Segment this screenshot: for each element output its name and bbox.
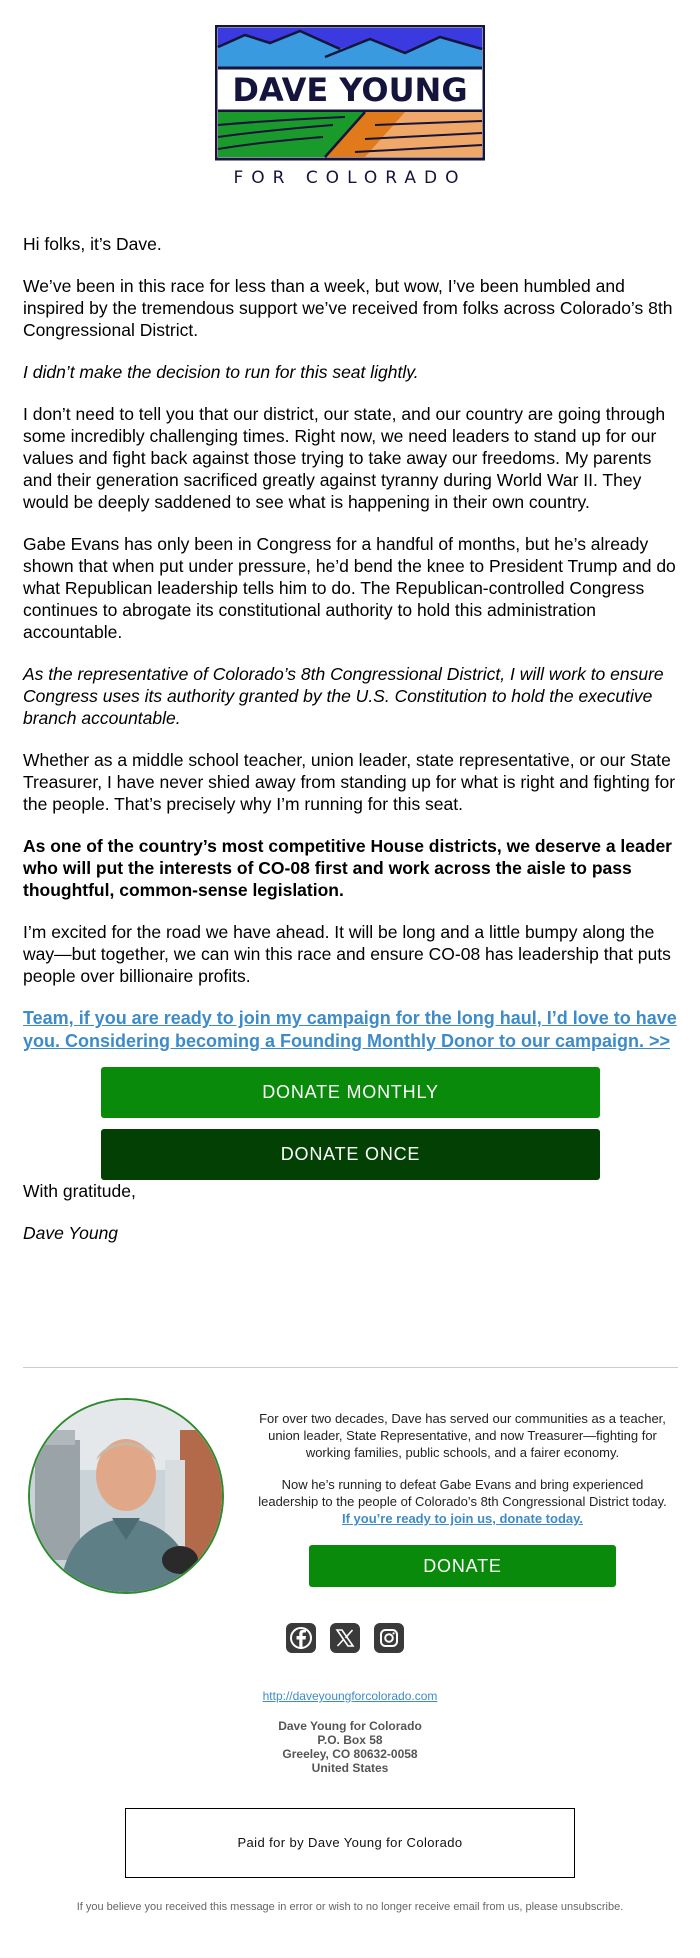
signature: Dave Young: [23, 1223, 119, 1243]
facebook-icon[interactable]: [286, 1623, 316, 1653]
bio-donate-link[interactable]: If you’re ready to join us, donate today.: [341, 1511, 583, 1526]
letter-body: [23, 233, 678, 1264]
footer-donate-button[interactable]: DONATE: [309, 1545, 616, 1587]
candidate-bio: [255, 1410, 670, 1542]
bio-paragraph-1: For over two decades, Dave has served our communities as a teacher, union leader, State Representative, and now Treasurer—fighting for working families, public schools, and a fairer economy.: [259, 1411, 666, 1460]
instagram-icon[interactable]: [374, 1623, 404, 1653]
logo-tagline: FOR COLORADO: [233, 168, 467, 188]
paragraph-3: I don’t need to tell you that our district, our state, and our country are going through some incredibly challenging times. Right now, we need leaders to stand up for our values and fight back against those trying to take away our freedoms. My parents and their generation sacrificed greatly against tyranny during World War II. They would be deeply saddened to see what is happening in their own country.: [23, 404, 666, 512]
paragraph-8: I’m excited for the road we have ahead. It will be long and a little bumpy along the way—but together, we can win this race and ensure CO-08 has leadership that puts people over billionaire profits.: [23, 922, 671, 986]
donate-monthly-button[interactable]: DONATE MONTHLY: [101, 1067, 600, 1118]
paragraph-2: I didn’t make the decision to run for this seat lightly.: [23, 362, 419, 382]
closing: With gratitude,: [23, 1181, 136, 1201]
paragraph-1: We’ve been in this race for less than a week, but wow, I’ve been humbled and inspired by the tremendous support we’ve received from folks across Colorado’s 8th Congressional District.: [23, 276, 673, 340]
founding-donor-link[interactable]: Team, if you are ready to join my campaign for the long haul, I’d love to have you. Considering becoming a Founding Monthly Donor to our campaign. >>: [23, 1008, 677, 1051]
website-link[interactable]: http://daveyoungforcolorado.com: [262, 1689, 438, 1703]
address-line: Greeley, CO 80632-0058: [282, 1747, 418, 1761]
address-line: United States: [311, 1761, 389, 1775]
unsubscribe-note[interactable]: If you believe you received this message in error or wish to no longer receive email from us, please unsubscribe.: [76, 1901, 624, 1913]
footer-divider: [23, 1367, 678, 1368]
x-icon[interactable]: [330, 1623, 360, 1653]
candidate-photo: [28, 1398, 224, 1594]
address-line: Dave Young for Colorado: [278, 1719, 422, 1733]
logo-name-text: DAVE YOUNG: [232, 71, 468, 109]
address-line: P.O. Box 58: [317, 1733, 383, 1747]
campaign-logo: [215, 25, 485, 190]
paragraph-5: As the representative of Colorado’s 8th Congressional District, I will work to ensure Congress uses its authority granted by the U.S. Constitution to hold the executive branch accountable.: [23, 664, 664, 728]
paragraph-7: As one of the country’s most competitive House districts, we deserve a leader who will put the interests of CO-08 first and work across the aisle to pass thoughtful, common-sense legislation.: [23, 836, 672, 900]
mailing-address: [0, 1719, 700, 1775]
greeting: Hi folks, it’s Dave.: [23, 234, 162, 254]
paragraph-6: Whether as a middle school teacher, union leader, state representative, or our State Treasurer, I have never shied away from standing up for what is right and fighting for the people. That’s precisely why I’m running for this seat.: [23, 750, 676, 814]
donate-once-button[interactable]: DONATE ONCE: [101, 1129, 600, 1180]
paragraph-4: Gabe Evans has only been in Congress for a handful of months, but he’s already shown that when put under pressure, he’d bend the knee to President Trump and do what Republican leadership tells him to do. The Republican-controlled Congress continues to abrogate its constitutional authority to hold this administration accountable.: [23, 534, 676, 642]
bio-paragraph-2: [255, 1476, 670, 1527]
paid-for-disclaimer: Paid for by Dave Young for Colorado: [125, 1808, 575, 1878]
bio-paragraph-2-text: Now he’s running to defeat Gabe Evans and bring experienced leadership to the people of Colorado’s 8th Congressional District today.: [258, 1477, 667, 1509]
